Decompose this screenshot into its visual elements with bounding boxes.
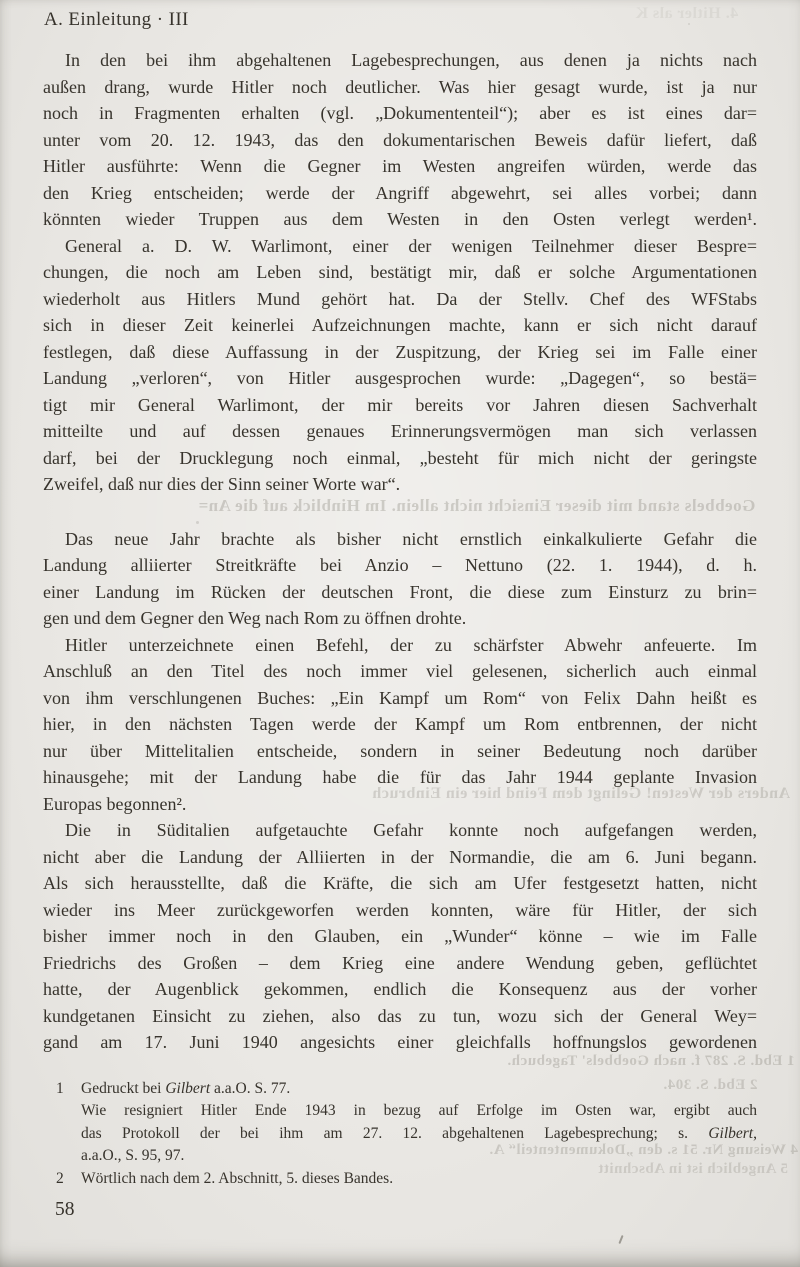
text-line: chungen, die noch am Leben sind, bestätigt mir, daß er solche Argumentationen — [43, 262, 757, 282]
text-line: sich in dieser Zeit keinerlei Aufzeichnungen machte, kann er sich nicht darauf — [43, 315, 757, 335]
bleedthrough-text: 5 Angeblich ist in Abschnitt — [598, 1161, 788, 1177]
text-line: hatte, der Augenblick gekommen, endlich die Konsequenz aus der vorher — [43, 979, 757, 999]
text-line: Hitler unterzeichnete einen Befehl, der zu schärfster Abwehr anfeuerte. Im — [65, 634, 757, 655]
footnote-marker: 2 — [56, 1169, 64, 1187]
text-line: nicht aber die Landung der Alliierten in der Normandie, die am 6. Juni begann. — [43, 846, 757, 867]
text-line: Anschluß an den Titel des noch immer viel gelesenen, sicherlich auch einmal — [43, 661, 757, 681]
bleedthrough-text: 1 Ebd. S. 287 f. nach Goebbels' Tagebuch. — [507, 1053, 795, 1069]
text-line: General a. D. W. Warlimont, einer der wenigen Teilnehmer dieser Bespre= — [65, 235, 757, 256]
text-line: wiederholt aus Hitlers Mund gehört hat. Da der Stellv. Chef des WFStabs — [43, 288, 757, 309]
bleedthrough-text: Anders der Westen! Gelingt dem Feind hier ein Einbruch — [371, 785, 790, 802]
text-line: In den bei ihm abgehaltenen Lagebesprechungen, aus denen ja nichts nach — [65, 50, 757, 70]
text-line: das Protokoll der bei ihm am 27. 12. abgehaltenen Lagebesprechung; s. Gilbert, — [81, 1124, 757, 1142]
text-line: wieder ins Meer zurückgeworfen werden konnten, wäre für Hitler, der sich — [43, 899, 757, 920]
bleedthrough-text: 4 Weisung Nr. 51 s. den „Dokumententeil“ A. — [488, 1142, 798, 1158]
paragraph — [43, 526, 757, 632]
text-line: Zweifel, daß nur dies der Sinn seiner Worte war“. — [43, 474, 401, 494]
bleedthrough-text: Goebbels stand mit dieser Einsicht nicht allein. Im Hinblick auf die An= — [197, 496, 755, 515]
text-line: Das neue Jahr brachte als bisher nicht ernstlich einkalkulierte Gefahr die — [65, 528, 757, 549]
footnote-text — [81, 1078, 757, 1168]
text-line: Landung „verloren“, von Hitler ausgesprochen wurde: „Dagegen“, so bestä= — [43, 368, 757, 388]
footnote — [43, 1168, 757, 1190]
text-line: Wie resigniert Hitler Ende 1943 in bezug auf Erfolge im Osten war, ergibt auch — [81, 1102, 757, 1120]
paragraph — [43, 47, 757, 233]
footnote-text — [81, 1168, 757, 1190]
paragraph — [43, 632, 757, 818]
text-line: Die in Süditalien aufgetauchte Gefahr konnte noch aufgefangen werden, — [65, 820, 757, 840]
paragraph — [43, 817, 757, 1056]
footnote — [43, 1078, 757, 1168]
text-line: noch in Fragmenten erhalten (vgl. „Dokumententeil“); aber es ist eines dar= — [43, 103, 757, 123]
main-text-block — [43, 47, 757, 1056]
text-line: gand am 17. Juni 1940 angesichts einer gleichfalls hoffnungslos gewordenen — [43, 1032, 757, 1052]
running-header: A. Einleitung · III — [44, 9, 189, 30]
footnote-marker: 1 — [56, 1080, 64, 1097]
page-number: 58 — [55, 1199, 75, 1220]
text-line: nur über Mittelitalien entscheide, sondern in seiner Bedeutung noch darüber — [43, 740, 757, 761]
text-line: Friedrichs des Großen – dem Krieg eine andere Wendung geben, geflüchtet — [43, 952, 757, 973]
text-line: festlegen, daß diese Auffassung in der Zuspitzung, der Krieg sei im Falle einer — [43, 341, 757, 362]
text-line: den Krieg entscheiden; werde der Angriff abgewehrt, sei alles vorbei; dann — [43, 182, 757, 203]
text-line: a.a.O., S. 95, 97. — [81, 1147, 185, 1165]
text-line: Gedruckt bei Gilbert a.a.O. S. 77. — [81, 1080, 291, 1097]
text-line: bisher immer noch in den Glauben, ein „Wunder“ könne – wie im Falle — [43, 926, 757, 946]
text-line: Landung alliierter Streitkräfte bei Anzio – Nettuno (22. 1. 1944), d. h. — [43, 555, 757, 575]
scan-speck — [688, 23, 690, 25]
text-line: darf, bei der Drucklegung noch einmal, „besteht für mich nicht der geringste — [43, 447, 757, 468]
text-line: mitteilte und auf dessen genaues Erinnerungsvermögen man sich verlassen — [43, 421, 757, 441]
text-line: Als sich herausstellte, daß die Kräfte, die sich am Ufer festgesetzt hatten, nicht — [43, 873, 757, 893]
text-line: unter vom 20. 12. 1943, das den dokumentarischen Beweis dafür liefert, daß — [43, 129, 757, 150]
paragraph — [43, 233, 757, 498]
text-line: einer Landung im Rücken der deutschen Front, die diese zum Einsturz zu brin= — [43, 581, 757, 602]
text-line: Hitler ausführte: Wenn die Gegner im Westen angreifen würden, werde das — [43, 156, 757, 176]
text-line: tigt mir General Warlimont, der mir bereits vor Jahren diesen Sachverhalt — [43, 394, 757, 415]
footnotes-block — [43, 1078, 757, 1190]
bleedthrough-text: 2 Ebd. S. 304. — [663, 1077, 758, 1093]
text-line: von ihm verschlungenen Buches: „Ein Kampf um Rom“ von Felix Dahn heißt es — [43, 687, 757, 708]
text-line: gen und dem Gegner den Weg nach Rom zu öffnen drohte. — [43, 608, 467, 628]
bleedthrough-text: 4. Hitler als K — [634, 5, 738, 22]
text-line: Wörtlich nach dem 2. Abschnitt, 5. dieses Bandes. — [81, 1169, 394, 1187]
text-line: kundgetanen Einsicht zu ziehen, also das zu tun, wozu sich der General Wey= — [43, 1005, 757, 1026]
text-line: hinausgehe; mit der Landung habe die für das Jahr 1944 geplante Invasion — [43, 767, 757, 787]
scan-speck — [618, 1235, 623, 1244]
text-line: könnten wieder Truppen aus dem Westen in den Osten verlegt werden¹. — [43, 209, 757, 229]
text-line: Europas begonnen². — [43, 793, 187, 814]
text-line: außen drang, wurde Hitler noch deutlicher. Was hier gesagt wurde, ist ja nur — [43, 76, 757, 97]
text-line: hier, in den nächsten Tagen werde der Kampf um Rom entbrennen, der nicht — [43, 714, 757, 734]
